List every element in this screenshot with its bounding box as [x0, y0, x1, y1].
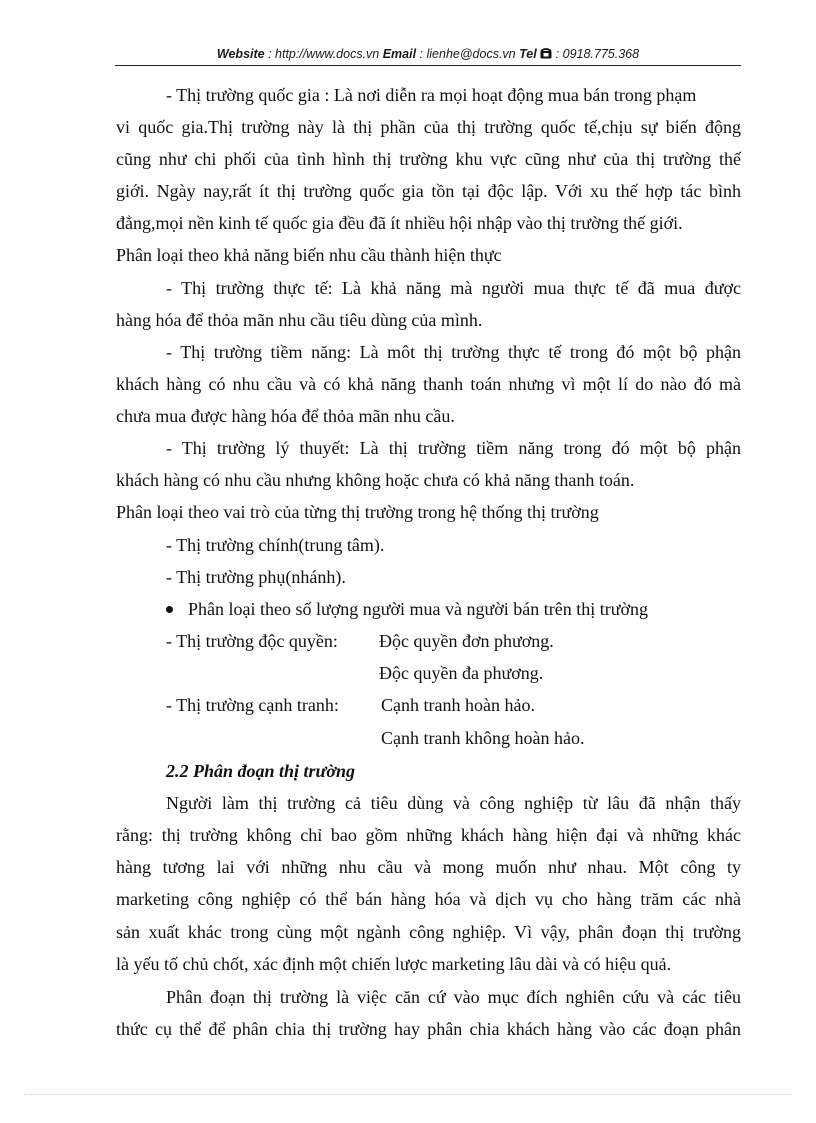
- text-line: hàng hóa để thỏa mãn nhu cầu tiêu dùng của mình.: [116, 310, 483, 330]
- text-line: khách hàng có nhu cầu và có khả năng thanh toán nhưng vì một lí do nào đó mà: [116, 374, 741, 394]
- email-value: : lienhe@docs.vn: [416, 47, 520, 61]
- list-item: - Thị trường cạnh tranh:: [166, 695, 339, 715]
- list-item: - Thị trường độc quyền:: [166, 631, 338, 651]
- page-header: [115, 47, 741, 62]
- list-item-detail: Độc quyền đơn phương.: [379, 631, 554, 651]
- bullet-icon: [166, 606, 173, 613]
- text-line: là yếu tố chủ chốt, xác định một chiến lược marketing lâu dài và có hiệu quả.: [116, 954, 672, 974]
- list-item: - Thị trường chính(trung tâm).: [166, 535, 385, 555]
- text-line: đẳng,mọi nền kinh tế quốc gia đều đã ít nhiều hội nhập vào thị trường thế giới.: [116, 213, 683, 233]
- text-line: thức cụ thể để phân chia thị trường hay phân chia khách hàng vào các đoạn phân: [116, 1019, 741, 1039]
- text-line: chưa mua được hàng hóa để thỏa mãn nhu cầu.: [116, 406, 455, 426]
- text-line: sản xuất khác trong cùng một ngành công nghiệp. Vì vậy, phân đoạn thị trường: [116, 922, 741, 942]
- header-divider: [115, 65, 741, 66]
- list-item: - Thị trường phụ(nhánh).: [166, 567, 346, 587]
- text-line: giới. Ngày nay,rất ít thị trường quốc gia tồn tại độc lập. Với xu thế hợp tác bình: [116, 181, 741, 201]
- bullet-item: Phân loại theo số lượng người mua và người bán trên thị trường: [188, 599, 649, 619]
- text-line: cũng như chi phối của tình hình thị trường khu vực cũng như của thị trường thế: [116, 149, 741, 169]
- text-line: - Thị trường lý thuyết: Là thị trường tiềm năng trong đó một bộ phận: [166, 438, 741, 458]
- tel-label: Tel: [519, 47, 537, 61]
- subheading: Phân loại theo khả năng biến nhu cầu thành hiện thực: [116, 245, 502, 265]
- text-line: Người làm thị trường cả tiêu dùng và công nghiệp từ lâu đã nhận thấy: [166, 793, 741, 813]
- list-item-detail: Độc quyền đa phương.: [379, 663, 544, 683]
- text-line: marketing công nghiệp có thể bán hàng hóa và dịch vụ cho hàng trăm các nhà: [116, 889, 741, 909]
- list-item-detail: Cạnh tranh hoàn hảo.: [381, 695, 535, 715]
- text-line: - Thị trường thực tế: Là khả năng mà người mua thực tế đã mua được: [166, 278, 741, 298]
- phone-icon: [540, 48, 552, 62]
- subheading: Phân loại theo vai trò của từng thị trường trong hệ thống thị trường: [116, 502, 599, 522]
- list-item-detail: Cạnh tranh không hoàn hảo.: [381, 728, 585, 748]
- text-line: khách hàng có nhu cầu nhưng không hoặc chưa có khả năng thanh toán.: [116, 470, 635, 490]
- text-line: vi quốc gia.Thị trường này là thị phần của thị trường quốc tế,chịu sự biến động: [116, 117, 741, 137]
- text-line: - Thị trường quốc gia : Là nơi diễn ra mọi hoạt động mua bán trong phạm: [166, 85, 697, 105]
- email-label: Email: [382, 47, 417, 61]
- website-label: Website: [216, 47, 265, 61]
- website-value: : http://www.docs.vn: [264, 47, 383, 61]
- text-line: rằng: thị trường không chỉ bao gồm những khách hàng hiện đại và những khác: [116, 825, 741, 845]
- section-heading: 2.2 Phân đoạn thị trường: [166, 761, 355, 781]
- text-line: Phân đoạn thị trường là việc căn cứ vào mục đích nghiên cứu và các tiêu: [166, 987, 741, 1007]
- tel-value: : 0918.775.368: [552, 47, 640, 61]
- text-line: - Thị trường tiềm năng: Là môt thị trường thực tế trong đó một bộ phận: [166, 342, 741, 362]
- footer-divider: [24, 1094, 792, 1095]
- text-line: hàng tương lai với những nhu cầu và mong muốn như nhau. Một công ty: [116, 857, 741, 877]
